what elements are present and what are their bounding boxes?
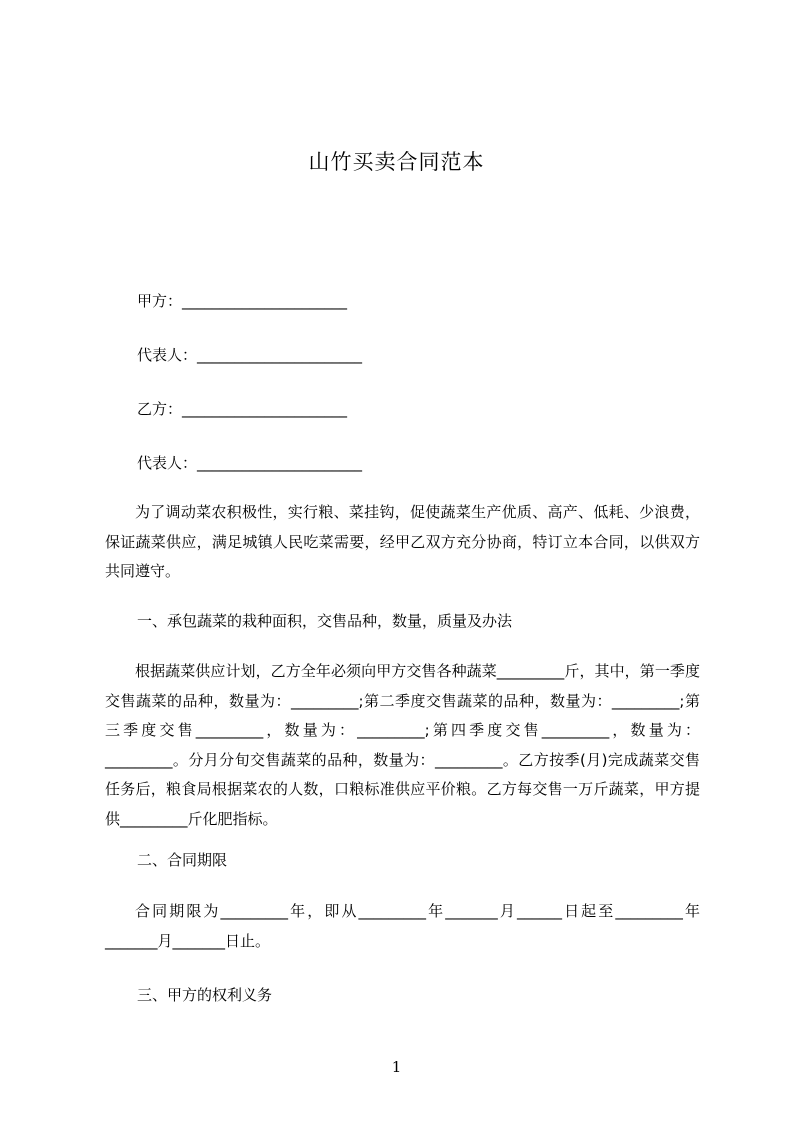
section-2-body: 合同期限为_________年，即从_________年_______月______日起至_________年_______月_______日止。 [105,902,700,950]
page-number: 1 [391,1058,402,1076]
intro-paragraph: 为了调动菜农积极性，实行粮、菜挂钩，促使蔬菜生产优质、高产、低耗、少浪费，保证蔬菜供应，满足城镇人民吃菜需要，经甲乙双方充分协商，特订立本合同，以供双方共同遵守。 [105,503,700,580]
party-a-representative-line: 代表人：______________________ [137,346,363,364]
section-1-heading: 一、承包蔬菜的栽种面积，交售品种，数量，质量及办法 [137,612,513,630]
section-3-heading: 三、甲方的权利义务 [137,986,273,1004]
party-a-line: 甲方：______________________ [137,292,348,310]
section-2-heading: 二、合同期限 [137,851,228,869]
section-1-body: 根据蔬菜供应计划，乙方全年必须向甲方交售各种蔬菜_________斤，其中，第一季度交售蔬菜的品种，数量为：_________;第二季度交售蔬菜的品种，数量为：_________;第三季度交售_________，数量为：_________;第四季度交售_________，数量为：_________。分月分旬交售蔬菜的品种，数量为：_________。乙方按季(月)完成蔬菜交售任务后，粮食局根据菜农的人数，口粮标准供应平价粮。乙方每交售一万斤蔬菜，甲方提供_________斤化肥指标。 [105,662,700,828]
party-b-representative-line: 代表人：______________________ [137,454,363,472]
document-title: 山竹买卖合同范本 [308,150,485,174]
party-b-line: 乙方：______________________ [137,400,348,418]
